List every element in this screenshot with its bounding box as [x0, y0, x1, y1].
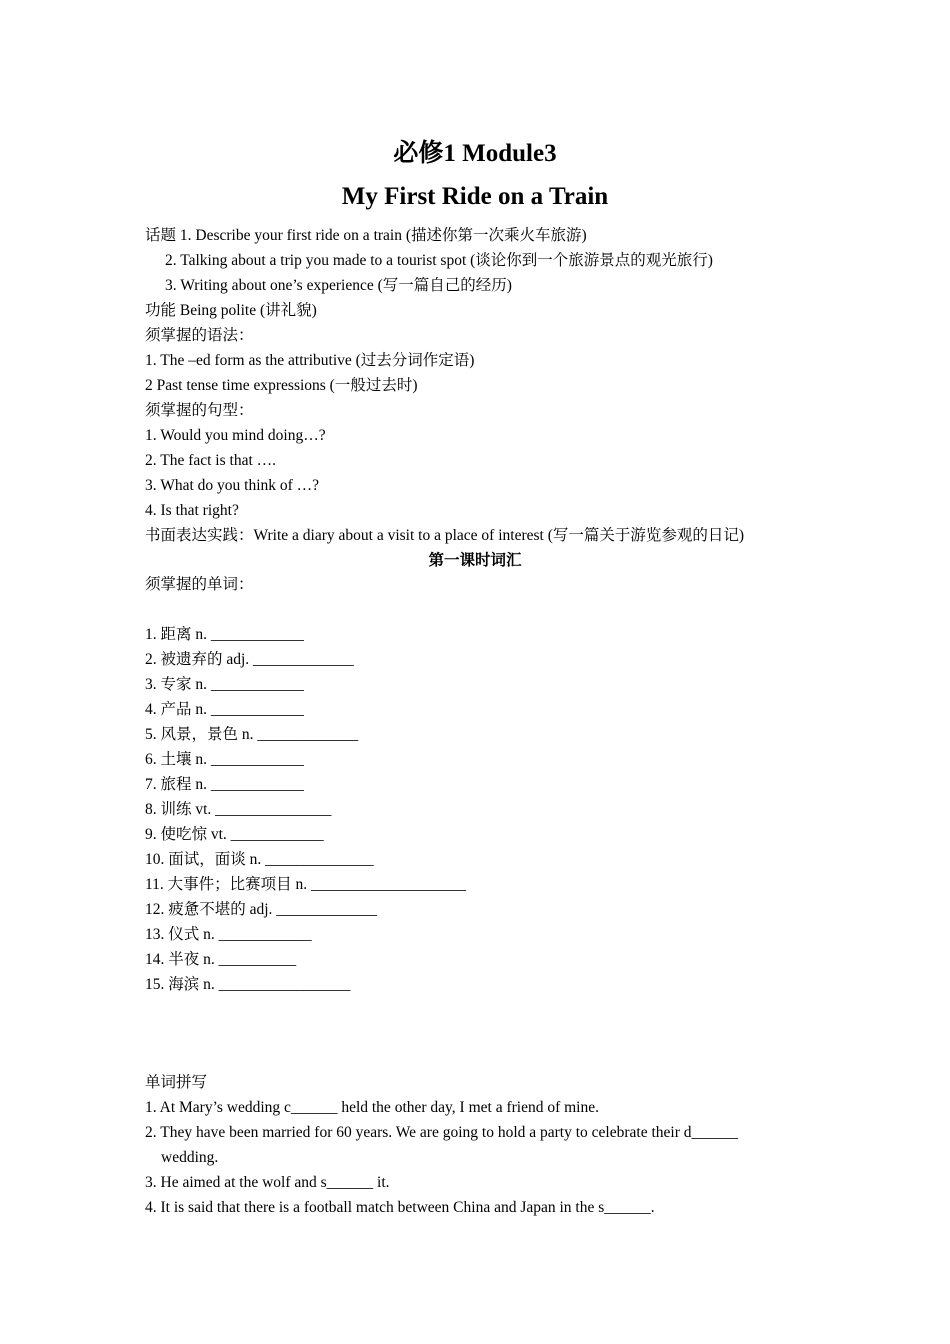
vocab-item: 10. 面试，面谈 n. ______________	[145, 851, 374, 868]
lesson-title: My First Ride on a Train	[341, 183, 609, 210]
words-heading: 须掌握的单词：	[145, 576, 254, 593]
spelling-heading: 单词拼写	[145, 1074, 208, 1091]
sentence-pattern-heading: 须掌握的句型：	[145, 402, 254, 419]
grammar-heading: 须掌握的语法：	[145, 327, 254, 344]
vocab-item: 3. 专家 n. ____________	[145, 676, 304, 693]
spelling-item: 1. At Mary’s wedding c______ held the other day, I met a friend of mine.	[145, 1099, 599, 1116]
topic-line-2: 2. Talking about a trip you made to a tourist spot (谈论你到一个旅游景点的观光旅行)	[165, 252, 713, 269]
vocab-item: 6. 土壤 n. ____________	[145, 751, 304, 768]
topic-line-3: 3. Writing about one’s experience (写一篇自己的经历)	[165, 277, 512, 294]
topic-line-1: 话题 1. Describe your first ride on a train (描述你第一次乘火车旅游)	[145, 227, 587, 244]
vocab-item: 11. 大事件；比赛项目 n. ____________________	[145, 876, 467, 893]
grammar-item: 1. The –ed form as the attributive (过去分词作定语)	[145, 352, 475, 369]
vocab-item: 4. 产品 n. ____________	[145, 701, 304, 718]
sentence-pattern-item: 3. What do you think of …?	[145, 477, 320, 494]
spelling-item: 2. They have been married for 60 years. We are going to hold a party to celebrate their d______	[145, 1124, 738, 1141]
spelling-item: 3. He aimed at the wolf and s______ it.	[145, 1174, 390, 1191]
vocab-item: 1. 距离 n. ____________	[145, 626, 304, 643]
sentence-pattern-item: 4. Is that right?	[145, 502, 239, 519]
spelling-item-continued: wedding.	[161, 1149, 219, 1166]
writing-practice-line: 书面表达实践：Write a diary about a visit to a place of interest (写一篇关于游览参观的日记)	[145, 527, 745, 544]
sentence-pattern-item: 1. Would you mind doing…?	[145, 427, 326, 444]
vocab-item: 13. 仪式 n. ____________	[145, 926, 312, 943]
vocab-item: 14. 半夜 n. __________	[145, 951, 297, 968]
vocab-item: 12. 疲惫不堪的 adj. _____________	[145, 901, 378, 918]
function-line: 功能 Being polite (讲礼貌)	[145, 302, 317, 319]
sentence-pattern-item: 2. The fact is that ….	[145, 452, 277, 469]
grammar-item: 2 Past tense time expressions (一般过去时)	[145, 377, 418, 394]
vocab-item: 15. 海滨 n. _________________	[145, 976, 351, 993]
vocab-item: 8. 训练 vt. _______________	[145, 801, 332, 818]
spelling-item: 4. It is said that there is a football match between China and Japan in the s______.	[145, 1199, 655, 1216]
vocab-item: 9. 使吃惊 vt. ____________	[145, 826, 324, 843]
vocab-item: 5. 风景，景色 n. _____________	[145, 726, 359, 743]
module-title: 必修1 Module3	[393, 140, 557, 167]
lesson-heading: 第一课时词汇	[428, 552, 522, 569]
vocab-item: 2. 被遗弃的 adj. _____________	[145, 651, 354, 668]
vocab-item: 7. 旅程 n. ____________	[145, 776, 304, 793]
